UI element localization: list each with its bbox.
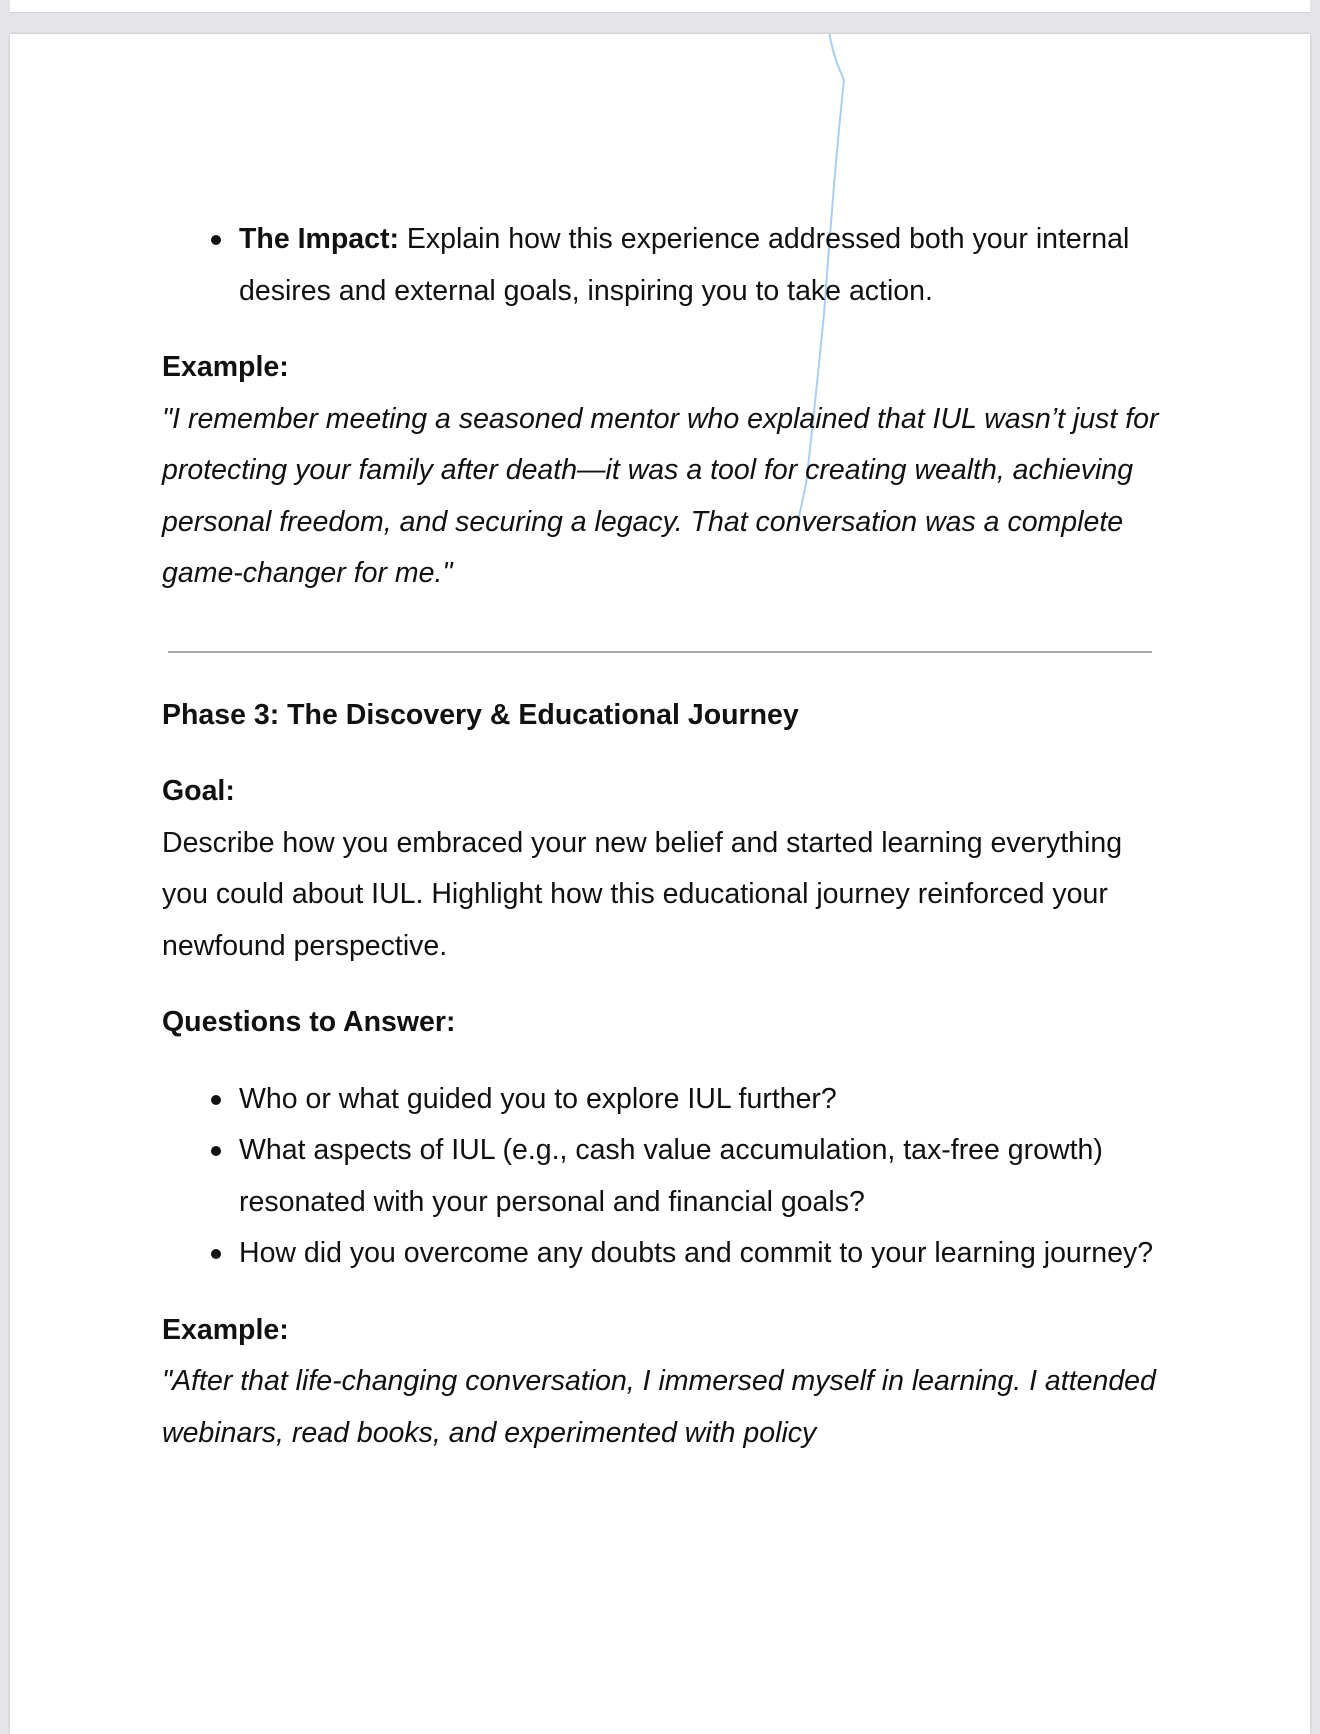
questions-list <box>162 1074 1162 1280</box>
document-content <box>162 214 1162 1459</box>
impact-text: Explain how this experience addressed both your internal desires and external goals, inspiring you to take action. <box>239 223 1130 307</box>
example-heading: Example: <box>162 1313 289 1346</box>
example-quote: "I remember meeting a seasoned mentor who explained that IUL wasn’t just for protecting your family after death—it was a tool for creating wealth, achieving personal freedom, and securing a legacy. That conversation was a complete game-changer for me." <box>162 402 1159 589</box>
section-title: Phase 3: The Discovery & Educational Journey <box>162 698 799 731</box>
horizontal-rule <box>168 651 1152 653</box>
list-item: Who or what guided you to explore IUL further? <box>162 1074 1162 1126</box>
list-item: What aspects of IUL (e.g., cash value accumulation, tax-free growth) resonated with your personal and financial goals? <box>162 1125 1162 1228</box>
impact-list <box>162 214 1162 317</box>
example-quote: "After that life-changing conversation, I immersed myself in learning. I attended webinars, read books, and experimented with policy <box>162 1365 1156 1449</box>
impact-label: The Impact: <box>239 223 399 255</box>
previous-page-edge <box>10 0 1310 13</box>
goal-heading: Goal: <box>162 775 235 807</box>
document-page[interactable] <box>10 34 1310 1734</box>
questions-heading: Questions to Answer: <box>162 1006 456 1038</box>
list-item <box>162 214 1162 317</box>
example-heading: Example: <box>162 351 289 383</box>
goal-text: Describe how you embraced your new belief and started learning everything you could about IUL. Highlight how this educational journey reinforced your newfound perspective. <box>162 826 1123 962</box>
list-item: How did you overcome any doubts and commit to your learning journey? <box>162 1228 1162 1280</box>
